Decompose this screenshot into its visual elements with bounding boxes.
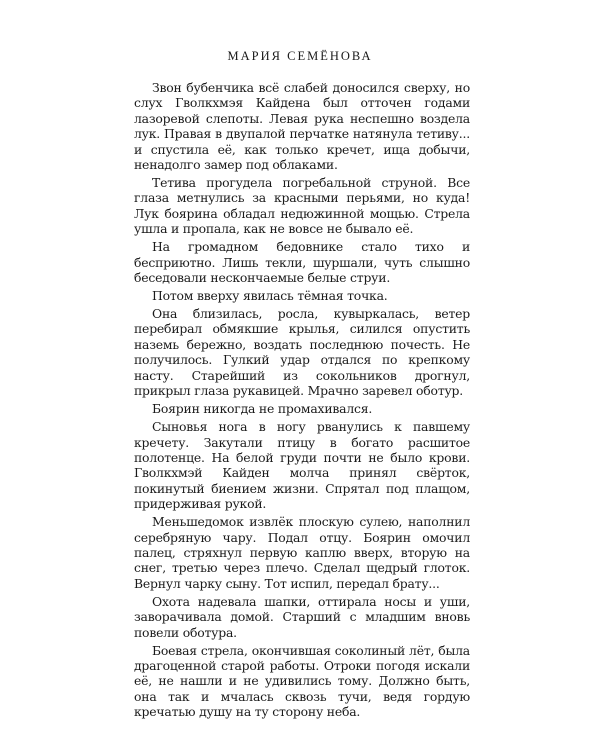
paragraph: Тетива прогудела погребальной струной. Все глаза метнулись за красными перьями, но куда! Лук боярина обладал недюжинной мощью. Стрела ушла и пропала, как не вовсе не бывало её. [134, 175, 470, 237]
paragraph: Боярин никогда не промахивался. [152, 401, 373, 417]
running-header: МАРИЯ СЕМЁНОВА [227, 49, 373, 63]
paragraph: Охота надевала шапки, оттирала носы и уши, заворачивала домой. Старший с младшим вновь повели оботура. [134, 593, 470, 640]
paragraph: Потом вверху явилась тёмная точка. [152, 288, 388, 304]
paragraph: Она близилась, росла, кувыркалась, ветер перебирал обмякшие крылья, силился опустить наземь бережно, воздать последнюю почесть. Не получилось. Гулкий удар отдался по крепкому насту. Старейший из сокольников дрогнул, прикрыл глаза рукавицей. Мрачно заревел оботур. [134, 306, 470, 399]
body-text [134, 80, 470, 722]
paragraph: На громадном бедовнике стало тихо и бесприютно. Лишь текли, шуршали, чуть слышно беседовали нескончаемые белые струи. [134, 239, 470, 286]
paragraph: Меньшедомок извлёк плоскую сулею, наполнил серебряную чару. Подал отцу. Боярин омочил палец, стряхнул первую каплю вверх, вторую на снег, третью через плечо. Сделал щедрый глоток. Вернул чарку сыну. Тот испил, передал брату... [134, 514, 470, 591]
paragraph: Боевая стрела, окончившая соколиный лёт, была драгоценной старой работы. Отроки погодя искали её, не нашли и не удивились тому. Должно быть, она так и мчалась сквозь тучи, ведя гордую кречатью душу на ту сторону неба. [134, 642, 470, 720]
paragraph: Звон бубенчика всё слабей доносился сверху, но слух Гволкхмэя Кайдена был отточен годами лазоревой слепоты. Левая рука неспешно воздела лук. Правая в двупалой перчатке натянула тетиву... и спустила её, как только кречет, ища добычи, ненадолго замер под облаками. [134, 80, 470, 173]
paragraph: Сыновья нога в ногу рванулись к павшему кречету. Закутали птицу в богато расшитое полотенце. На белой груди почти не было крови. Гволкхмэй Кайден молча принял свёрток, покинутый биением жизни. Спрятал под плащом, придерживая рукой. [134, 419, 470, 512]
